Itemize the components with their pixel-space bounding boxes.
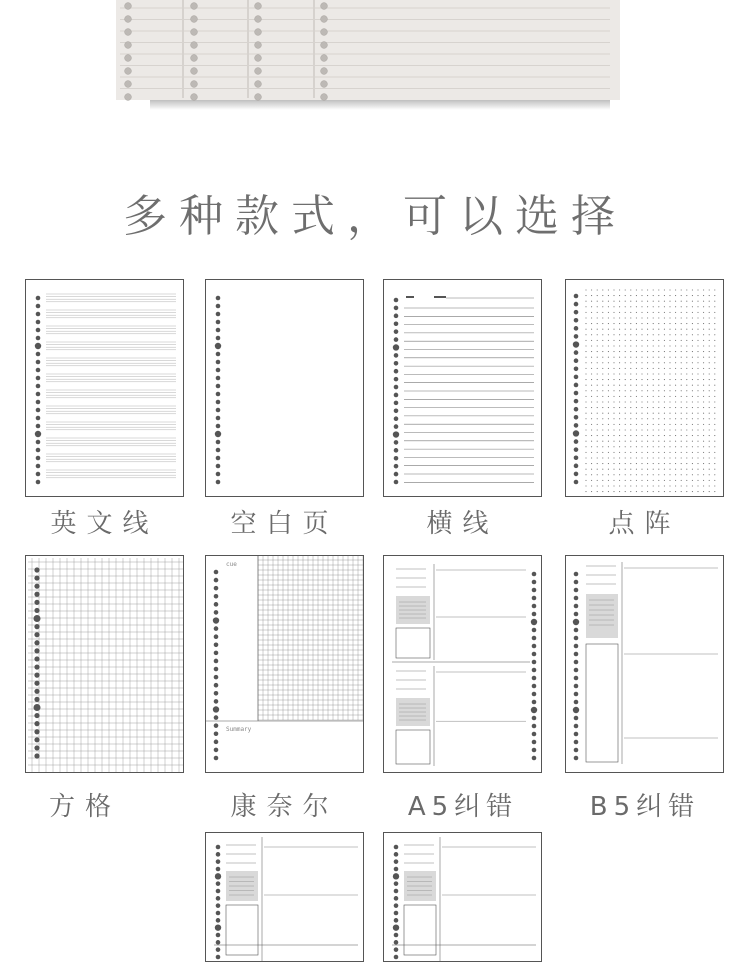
style-card-b5-correction[interactable] [565, 555, 724, 773]
style-label-dot-grid: 点阵 [608, 509, 681, 539]
style-label-cornell: 康奈尔 [230, 792, 339, 822]
style-label-horizontal-lines: 横线 [426, 509, 499, 539]
style-card-horizontal-lines[interactable] [383, 279, 542, 497]
style-card-extra-correction-2[interactable] [383, 832, 542, 962]
style-card-english-lines[interactable] [25, 279, 184, 497]
style-label-b5-correction: B5纠错 [589, 792, 701, 822]
cornell-summary-label: Summary [226, 726, 252, 733]
style-card-a5-correction[interactable] [383, 555, 542, 773]
style-label-square-grid: 方格 [48, 792, 121, 822]
style-card-blank[interactable] [205, 279, 364, 497]
hero-notebook-image [0, 0, 750, 130]
style-card-square-grid[interactable] [25, 555, 184, 773]
page-headline: 多种款式，可以选择 [123, 191, 627, 242]
style-label-blank: 空白页 [230, 509, 339, 539]
style-label-a5-correction: A5纠错 [407, 792, 519, 822]
style-card-cornell[interactable] [205, 555, 364, 773]
style-label-english-lines: 英文线 [50, 509, 159, 539]
style-card-extra-correction-1[interactable] [205, 832, 364, 962]
style-card-dot-grid[interactable] [565, 279, 724, 497]
cornell-cue-label: cue [226, 561, 237, 568]
